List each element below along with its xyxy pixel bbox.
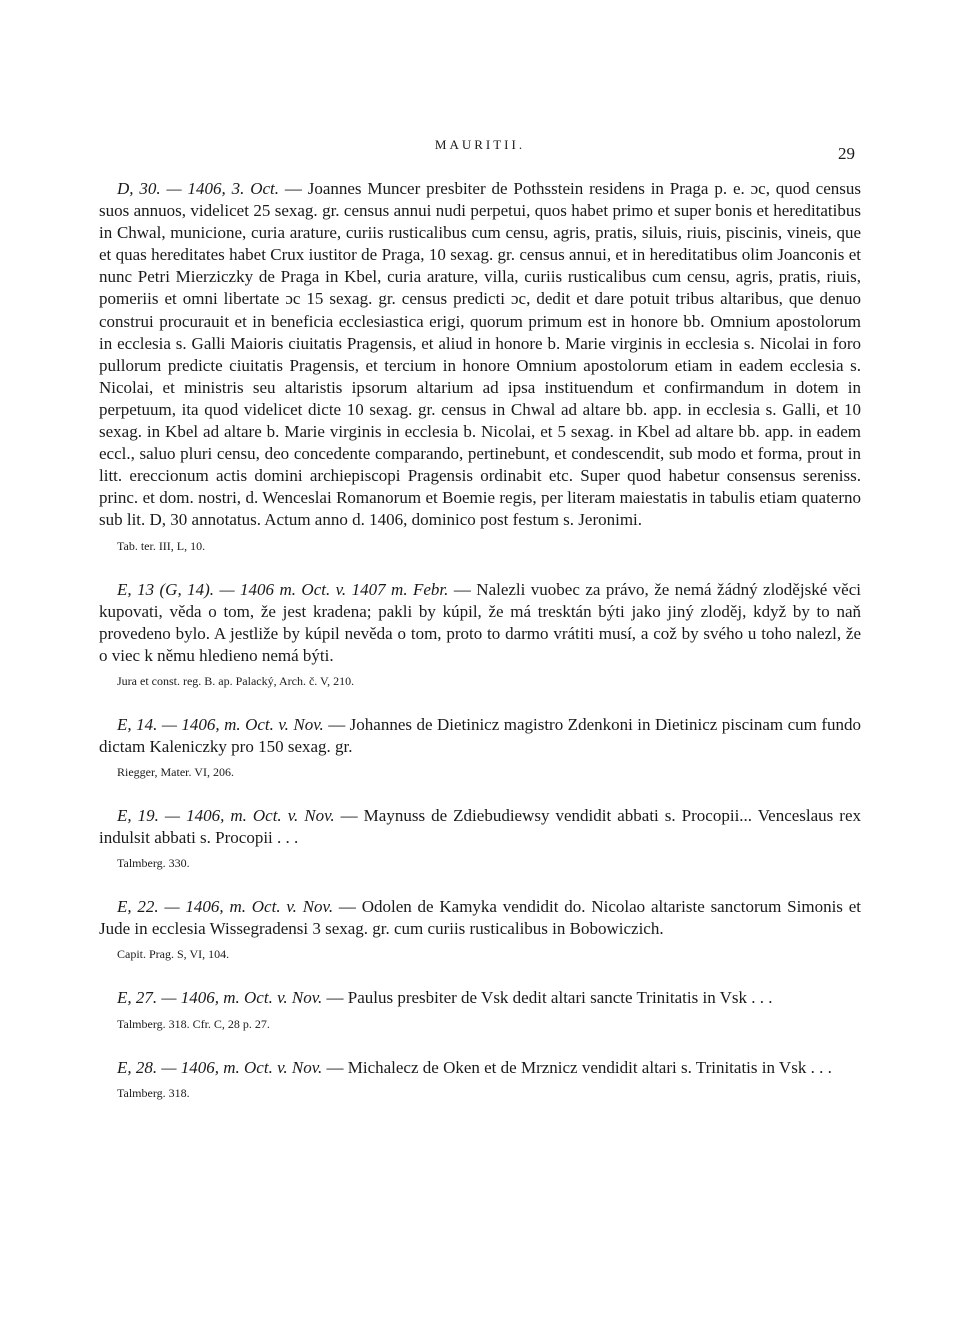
- source-citation: Tab. ter. III, L, 10.: [117, 538, 206, 553]
- entry-text: — Nalezli vuobec za právo, že nemá žádný zlodějské věci kupovati, věda o tom, že jest kradena; pakli by kúpil, že má tresktán býti jako jiný zloděj, když by to naň provedeno bylo. A jestliže by kúpil nevěda o tom, proto to darmo vrátiti musí, a což by svého u toho nalezl, že o viec k němu hledieno nemá býti.: [99, 579, 861, 665]
- entry-text: — Maynuss de Zdiebudiewsy vendidit abbati s. Procopii... Venceslaus rex indulsit abbati s. Procopii . . .: [99, 806, 862, 848]
- entry-text: — Odolen de Kamyka vendidit do. Nicolao altariste sanctorum Simonis et Jude in ecclesia Wissegradensi 3 sexag. gr. cum curiis rusticalibus in Bobowiczich.: [99, 897, 861, 939]
- entry-heading: D, 30. — 1406, 3. Oct.: [117, 179, 279, 198]
- entry-text: — Paulus presbiter de Vsk dedit altari sancte Trinitatis in Vsk . . .: [322, 988, 773, 1008]
- entry-paragraph: [99, 178, 861, 532]
- source-citation: Riegger, Mater. VI, 206.: [117, 765, 234, 780]
- entry-e-28: [99, 1057, 861, 1101]
- entry-e-19: [99, 805, 861, 871]
- running-head: MAURITII.: [434, 137, 526, 152]
- entry-e-13: [99, 579, 861, 689]
- entry-text: — Johannes de Dietinicz magistro Zdenkoni in Dietinicz piscinam cum fundo dictam Kaleniczky pro 150 sexag. gr.: [99, 714, 861, 756]
- entry-heading: E, 22. — 1406, m. Oct. v. Nov.: [117, 897, 334, 917]
- source-citation: Jura et const. reg. B. ap. Palacký, Arch. č. V, 210.: [117, 673, 355, 688]
- source-citation: Talmberg. 330.: [117, 856, 190, 871]
- body-text: [99, 178, 861, 1101]
- source-citation: Talmberg. 318.: [117, 1085, 190, 1100]
- source-citation: Talmberg. 318. Cfr. C, 28 p. 27.: [117, 1016, 270, 1031]
- entry-heading: E, 27. — 1406, m. Oct. v. Nov.: [117, 988, 323, 1008]
- entry-heading: E, 28. — 1406, m. Oct. v. Nov.: [117, 1057, 323, 1077]
- entry-heading: E, 19. — 1406, m. Oct. v. Nov.: [117, 806, 335, 826]
- entry-paragraph: [99, 987, 861, 1009]
- entry-paragraph: [99, 805, 861, 849]
- entry-paragraph: [99, 896, 861, 940]
- entry-paragraph: [99, 714, 861, 758]
- entry-paragraph: [99, 579, 861, 667]
- page-number: 29: [838, 144, 855, 163]
- entry-heading: E, 14. — 1406, m. Oct. v. Nov.: [117, 714, 324, 734]
- entry-text: — Joannes Muncer presbiter de Pothsstein residens in Praga p. e. ɔc, quod census suos annuos, videlicet 25 sexag. gr. census annui nudi perpetui, quos habet primo et super bonis et hereditatibus in Chwal, municione, curia arature, curiis rusticalibus cum censu, agris, pratis, siluis, riuis, piscinis, vineis, que et quas hereditates habet Crux iustitor de Praga, 10 sexag. gr. census annui, et in hereditatibus olim Joanconis et nunc Petri Mierziczky de Praga in Kbel, curia arature, villa, curiis rusticalibus cum censu, agris, pratis, riuis, pomeriis et omni libertate ɔc 15 sexag. gr. census predicti ɔc, dedit et dare potuit tribus altaribus, que denuo construi procurauit et in beneficia ecclesiastica erigi, quorum primum est in honore bb. Omnium apostolorum in ecclesia s. Galli Maioris ciuitatis Pragensis, et aliud in honore b. Marie virginis in ecclesia s. Nicolai in foro pullorum predicte ciuitatis Pragensis, et tercium in honore Omnium apostolorum etiam in eadem ecclesia s. Nicolai, et ministris seu altaristis ipsorum altarium ad ipsa instituendum et confirmandum in dotem in perpetuum, ita quod videlicet dicte 10 sexag. gr. census in Chwal ad altare bb. app. in ecclesia s. Galli, et 10 sexag. in Kbel ad altare b. Marie virginis in ecclesia b. Nicolai, et 5 sexag. in Kbel ad altare bb. app. in eadem eccl., saluo pluri censu, deo concedente comparando, pertinebunt, et condescendit, sub modo et forma, prout in litt. ereccionum actis domini archiepiscopi Pragensis ordinabit etc. Super quod habetur consensus sereniss. princ. et dom. nostri, d. Wenceslai Romanorum et Boemie regis, per literam maiestatis in tabulis etiam quaterno sub lit. D, 30 annotatus. Actum anno d. 1406, dominico post festum s. Jeronimi.: [99, 179, 861, 530]
- entry-e-27: [99, 987, 861, 1031]
- entry-heading: E, 13 (G, 14). — 1406 m. Oct. v. 1407 m. Febr.: [117, 579, 449, 599]
- entry-e-14: [99, 714, 861, 780]
- entry-e-22: [99, 896, 861, 962]
- entry-d-30: [99, 178, 861, 554]
- entry-text: — Michalecz de Oken et de Mrznicz vendidit altari s. Trinitatis in Vsk . . .: [322, 1057, 832, 1077]
- source-citation: Capit. Prag. S, VI, 104.: [117, 947, 230, 962]
- entry-paragraph: [99, 1057, 861, 1079]
